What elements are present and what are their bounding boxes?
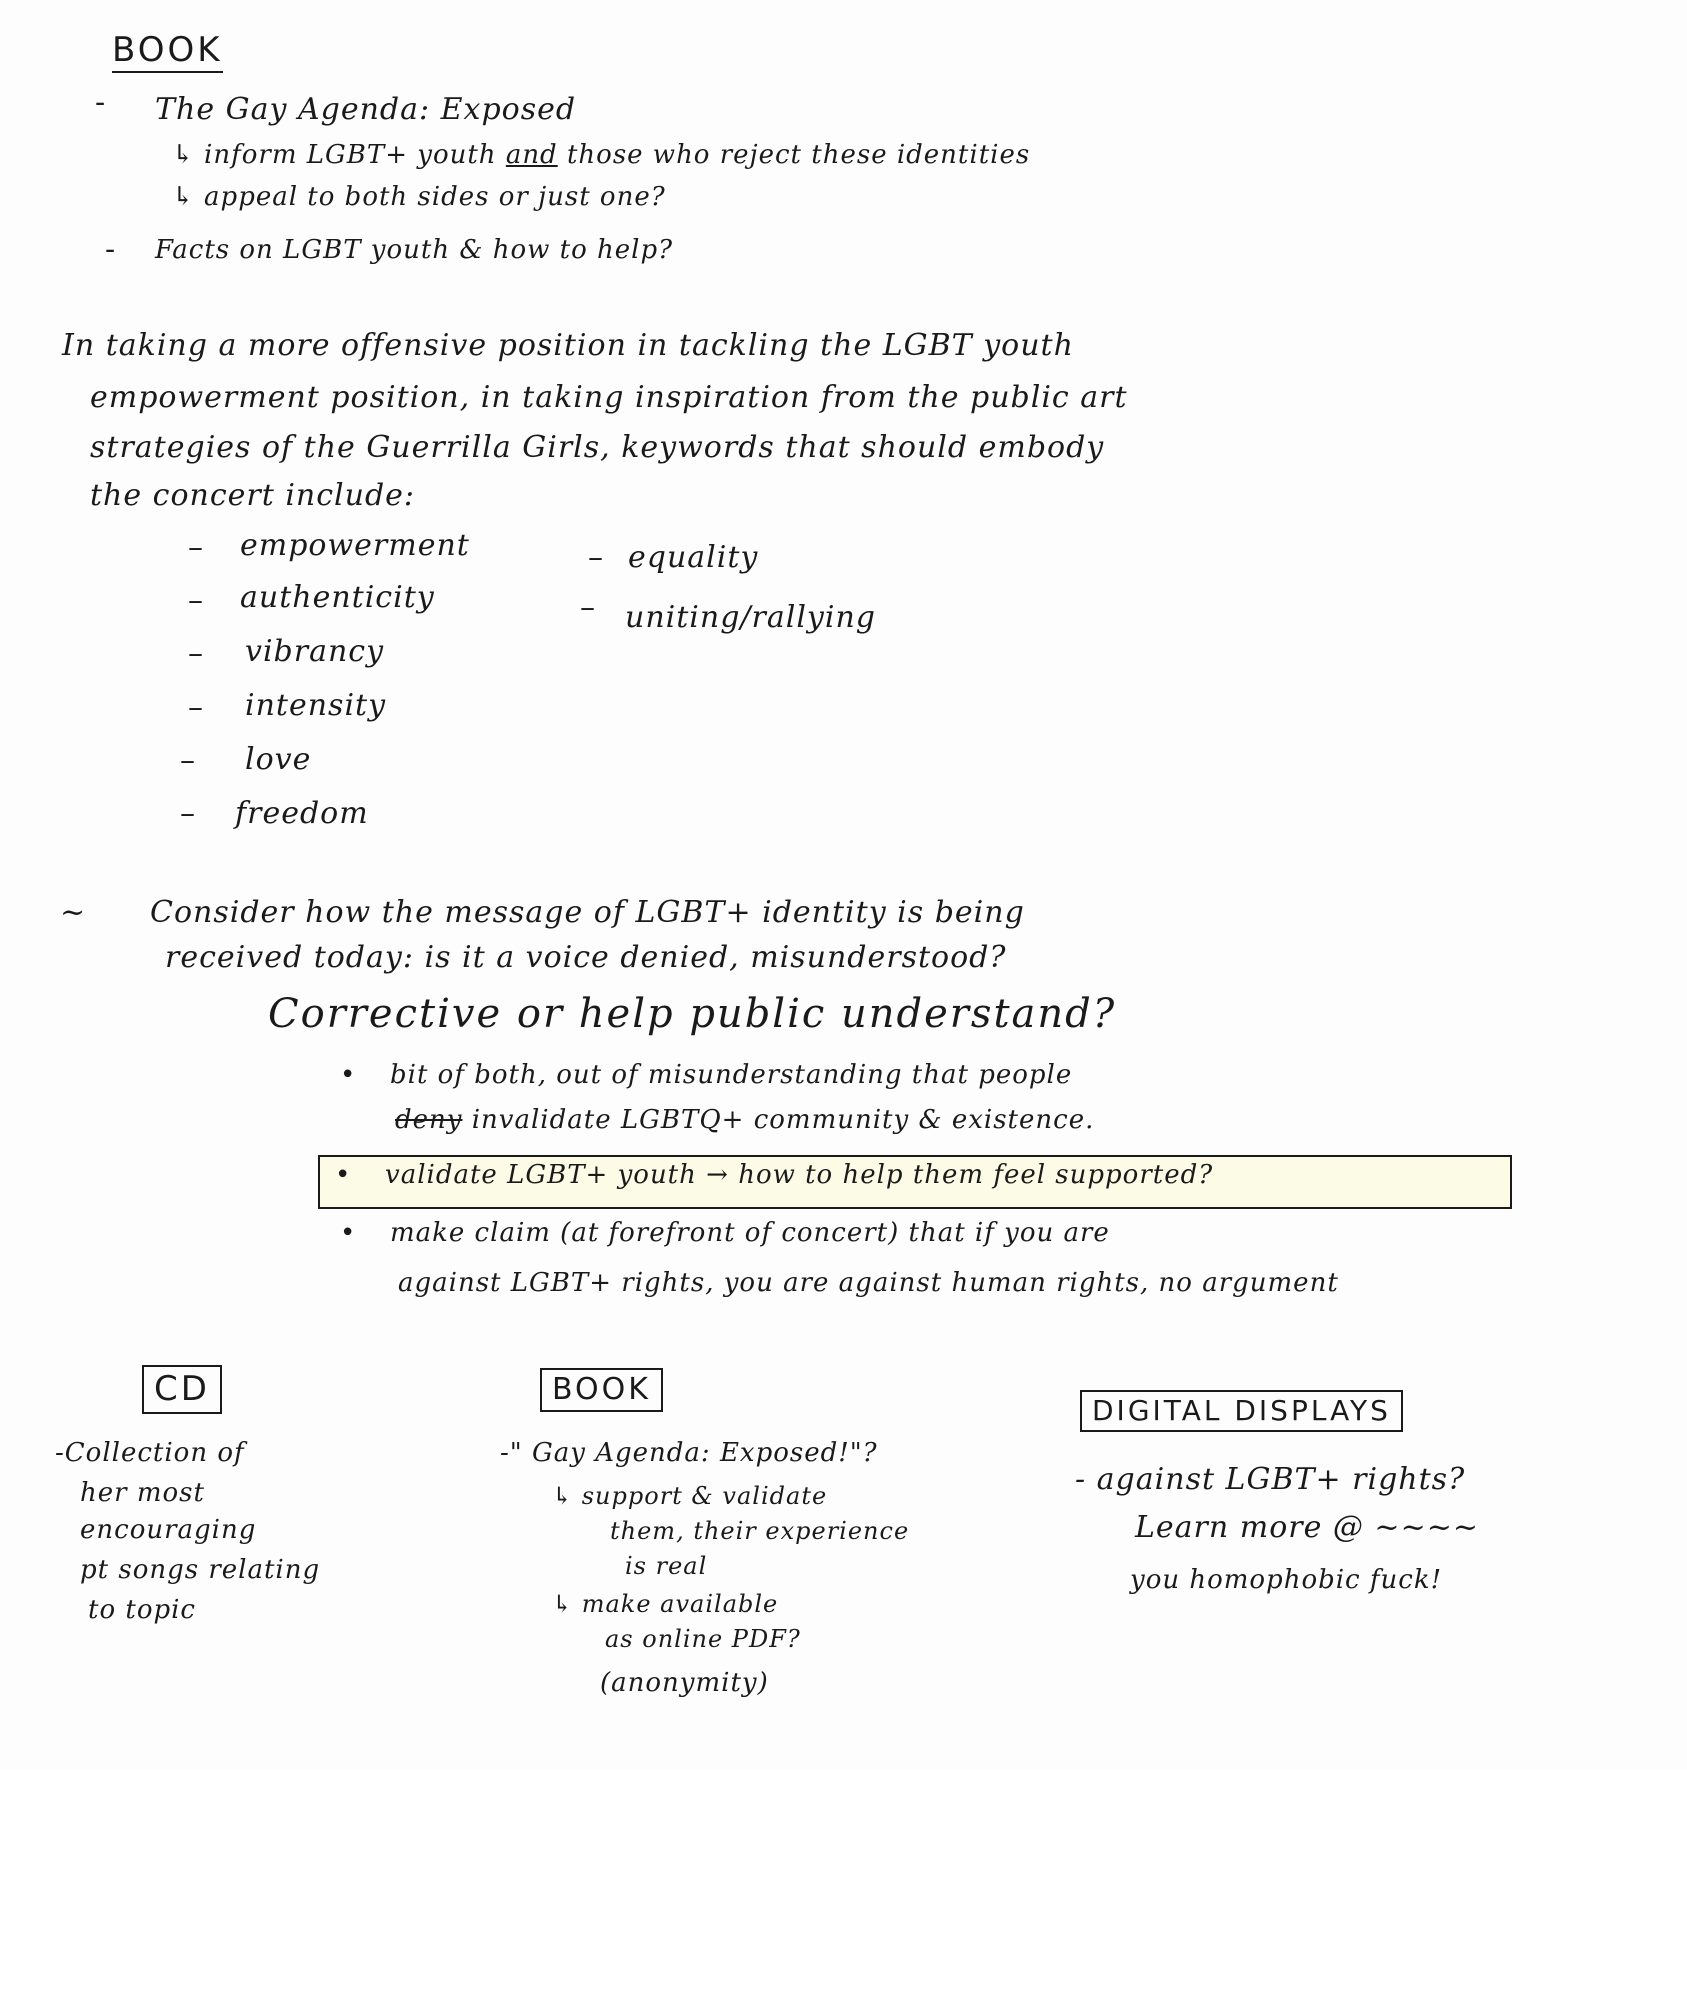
- bullet-text-rest: invalidate LGBTQ+ community & existence.: [462, 1105, 1095, 1135]
- arrow-item-inform-pre: ↳ inform LGBT+ youth: [172, 140, 506, 170]
- keyword: authenticity: [240, 580, 435, 615]
- book-column-line: (anonymity): [600, 1668, 769, 1698]
- digital-line: you homophobic fuck!: [1130, 1565, 1443, 1595]
- dash: –: [580, 590, 595, 625]
- corrective-question: Corrective or help public understand?: [268, 991, 1117, 1037]
- digital-line: Learn more @ ~~~~: [1135, 1510, 1479, 1545]
- dash: –: [188, 690, 203, 725]
- dash: –: [180, 796, 195, 831]
- keyword: empowerment: [240, 528, 470, 563]
- bullet-text: bit of both, out of misunderstanding that people: [390, 1060, 1073, 1090]
- paragraph-line: the concert include:: [90, 478, 416, 513]
- bullet-text: against LGBT+ rights, you are against human rights, no argument: [398, 1268, 1339, 1298]
- bullet: •: [335, 1160, 351, 1190]
- dash: -: [95, 85, 106, 120]
- keyword: intensity: [245, 688, 387, 723]
- keyword: uniting/rallying: [625, 600, 877, 635]
- dash: –: [188, 530, 203, 565]
- book-column-heading: BOOK: [540, 1368, 663, 1412]
- paragraph-line: In taking a more offensive position in tackling the LGBT youth: [62, 328, 1074, 363]
- book-column-line: ↳ support & validate: [552, 1482, 828, 1510]
- keyword: equality: [628, 540, 759, 575]
- bullet-text: [395, 1105, 1094, 1136]
- book-title-item: The Gay Agenda: Exposed: [155, 92, 577, 127]
- bullet-text: make claim (at forefront of concert) that if you are: [390, 1218, 1110, 1248]
- dash: –: [180, 743, 195, 778]
- arrow-item-inform: [172, 140, 1030, 171]
- struck-word: deny: [395, 1105, 463, 1135]
- tilde-marker: ~: [60, 895, 86, 930]
- consider-line: received today: is it a voice denied, misunderstood?: [165, 940, 1007, 975]
- book-column-line: as online PDF?: [605, 1625, 801, 1653]
- arrow-item-inform-post: those who reject these identities: [557, 140, 1031, 170]
- dash: –: [188, 636, 203, 671]
- facts-item: Facts on LGBT youth & how to help?: [155, 235, 674, 265]
- keyword: freedom: [235, 796, 369, 831]
- book-column-line: them, their experience: [610, 1517, 910, 1545]
- paragraph-line: empowerment position, in taking inspiration from the public art: [90, 380, 1128, 415]
- digital-displays-heading: DIGITAL DISPLAYS: [1080, 1390, 1403, 1432]
- book-heading: BOOK: [112, 30, 223, 73]
- bullet: •: [340, 1218, 356, 1248]
- cd-line: -Collection of: [55, 1438, 245, 1468]
- cd-line: to topic: [88, 1595, 196, 1625]
- arrow-item-appeal: ↳ appeal to both sides or just one?: [172, 182, 666, 212]
- digital-line: - against LGBT+ rights?: [1075, 1462, 1466, 1497]
- book-column-line: ↳ make available: [552, 1590, 779, 1618]
- cd-line: her most: [80, 1478, 205, 1508]
- arrow-item-inform-and: and: [505, 140, 558, 170]
- dash: –: [588, 540, 603, 575]
- cd-line: pt songs relating: [80, 1555, 321, 1585]
- cd-line: encouraging: [80, 1515, 257, 1545]
- book-column-line: -" Gay Agenda: Exposed!"?: [500, 1438, 878, 1468]
- consider-line: Consider how the message of LGBT+ identity is being: [150, 895, 1025, 930]
- keyword: love: [245, 742, 312, 777]
- dash: -: [105, 232, 116, 267]
- book-column-line: is real: [625, 1552, 708, 1580]
- paragraph-line: strategies of the Guerrilla Girls, keywords that should embody: [90, 430, 1105, 465]
- keyword: vibrancy: [245, 634, 385, 669]
- bullet: •: [340, 1060, 356, 1090]
- cd-heading: CD: [142, 1365, 222, 1414]
- dash: –: [188, 583, 203, 618]
- bullet-text-highlighted: validate LGBT+ youth → how to help them feel supported?: [385, 1160, 1214, 1190]
